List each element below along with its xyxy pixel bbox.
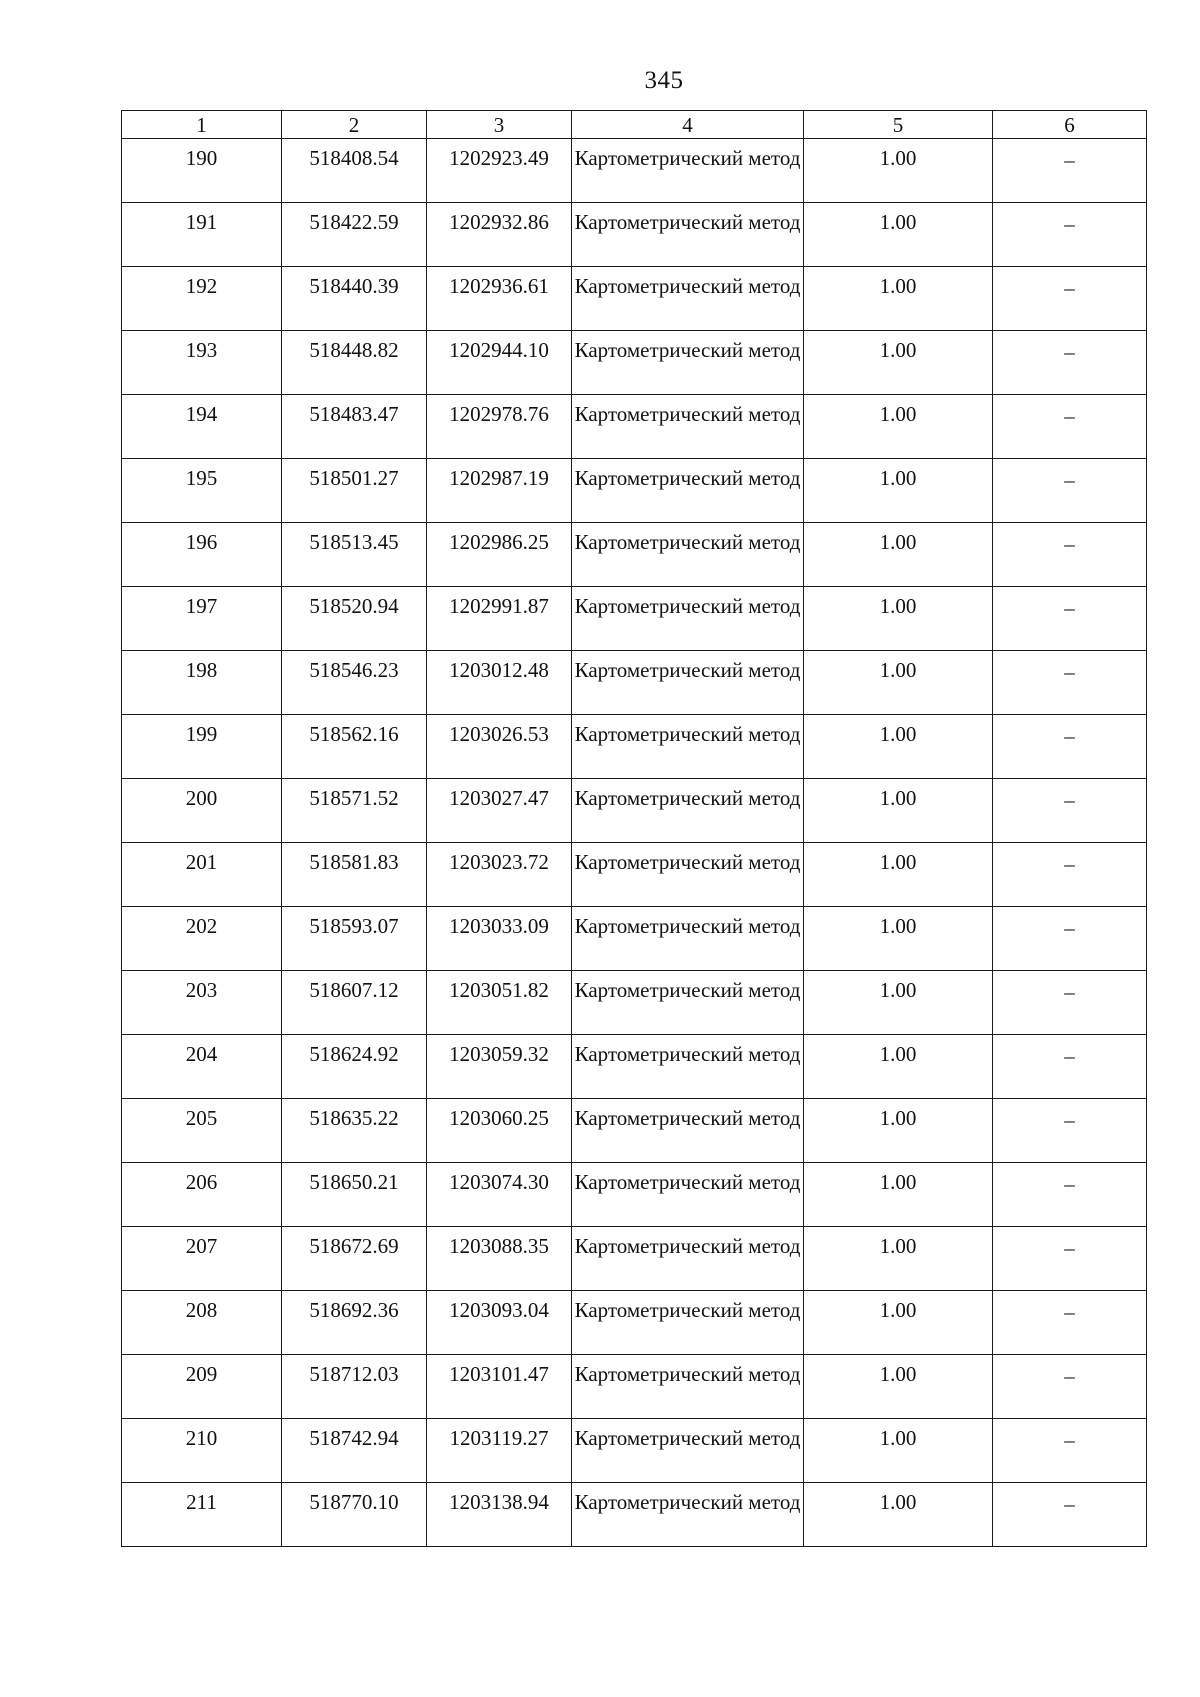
note-cell: – (993, 267, 1147, 331)
point-number-cell: 192 (122, 267, 282, 331)
table-row (122, 395, 1147, 459)
x-coordinate-cell: 518692.36 (282, 1291, 427, 1355)
point-number-cell: 206 (122, 1163, 282, 1227)
x-coordinate-cell: 518607.12 (282, 971, 427, 1035)
point-number-cell: 204 (122, 1035, 282, 1099)
table-row (122, 587, 1147, 651)
accuracy-cell: 1.00 (804, 331, 993, 395)
accuracy-cell: 1.00 (804, 203, 993, 267)
method-cell: Картометрический метод (572, 331, 804, 395)
y-coordinate-cell: 1203012.48 (427, 651, 572, 715)
table-row (122, 1291, 1147, 1355)
note-cell: – (993, 651, 1147, 715)
point-number-cell: 209 (122, 1355, 282, 1419)
accuracy-cell: 1.00 (804, 843, 993, 907)
accuracy-cell: 1.00 (804, 1355, 993, 1419)
method-cell: Картометрический метод (572, 843, 804, 907)
point-number-cell: 191 (122, 203, 282, 267)
note-cell: – (993, 1227, 1147, 1291)
x-coordinate-cell: 518422.59 (282, 203, 427, 267)
y-coordinate-cell: 1202944.10 (427, 331, 572, 395)
y-coordinate-cell: 1203138.94 (427, 1483, 572, 1547)
x-coordinate-cell: 518562.16 (282, 715, 427, 779)
x-coordinate-cell: 518408.54 (282, 139, 427, 203)
accuracy-cell: 1.00 (804, 1483, 993, 1547)
table-row (122, 331, 1147, 395)
coordinates-table (121, 110, 1147, 1547)
note-cell: – (993, 203, 1147, 267)
column-header-6: 6 (993, 111, 1147, 139)
note-cell: – (993, 587, 1147, 651)
y-coordinate-cell: 1203074.30 (427, 1163, 572, 1227)
accuracy-cell: 1.00 (804, 1291, 993, 1355)
column-header-2: 2 (282, 111, 427, 139)
note-cell: – (993, 1419, 1147, 1483)
table-row (122, 523, 1147, 587)
x-coordinate-cell: 518635.22 (282, 1099, 427, 1163)
x-coordinate-cell: 518448.82 (282, 331, 427, 395)
point-number-cell: 208 (122, 1291, 282, 1355)
table-row (122, 1035, 1147, 1099)
column-header-1: 1 (122, 111, 282, 139)
y-coordinate-cell: 1203023.72 (427, 843, 572, 907)
x-coordinate-cell: 518520.94 (282, 587, 427, 651)
note-cell: – (993, 139, 1147, 203)
accuracy-cell: 1.00 (804, 651, 993, 715)
method-cell: Картометрический метод (572, 1291, 804, 1355)
table-row (122, 1099, 1147, 1163)
x-coordinate-cell: 518650.21 (282, 1163, 427, 1227)
point-number-cell: 196 (122, 523, 282, 587)
x-coordinate-cell: 518513.45 (282, 523, 427, 587)
method-cell: Картометрический метод (572, 203, 804, 267)
y-coordinate-cell: 1202923.49 (427, 139, 572, 203)
y-coordinate-cell: 1203027.47 (427, 779, 572, 843)
point-number-cell: 201 (122, 843, 282, 907)
note-cell: – (993, 523, 1147, 587)
y-coordinate-cell: 1203051.82 (427, 971, 572, 1035)
page-number: 345 (644, 67, 684, 94)
point-number-cell: 200 (122, 779, 282, 843)
table-row (122, 907, 1147, 971)
note-cell: – (993, 1483, 1147, 1547)
x-coordinate-cell: 518546.23 (282, 651, 427, 715)
y-coordinate-cell: 1203101.47 (427, 1355, 572, 1419)
x-coordinate-cell: 518501.27 (282, 459, 427, 523)
table-body (122, 139, 1147, 1547)
note-cell: – (993, 331, 1147, 395)
method-cell: Картометрический метод (572, 651, 804, 715)
x-coordinate-cell: 518440.39 (282, 267, 427, 331)
table-row (122, 1163, 1147, 1227)
accuracy-cell: 1.00 (804, 971, 993, 1035)
x-coordinate-cell: 518742.94 (282, 1419, 427, 1483)
x-coordinate-cell: 518571.52 (282, 779, 427, 843)
method-cell: Картометрический метод (572, 395, 804, 459)
accuracy-cell: 1.00 (804, 1035, 993, 1099)
accuracy-cell: 1.00 (804, 1419, 993, 1483)
y-coordinate-cell: 1203026.53 (427, 715, 572, 779)
y-coordinate-cell: 1202986.25 (427, 523, 572, 587)
note-cell: – (993, 907, 1147, 971)
note-cell: – (993, 715, 1147, 779)
method-cell: Картометрический метод (572, 1483, 804, 1547)
method-cell: Картометрический метод (572, 1419, 804, 1483)
table-row (122, 715, 1147, 779)
method-cell: Картометрический метод (572, 1035, 804, 1099)
accuracy-cell: 1.00 (804, 1227, 993, 1291)
x-coordinate-cell: 518672.69 (282, 1227, 427, 1291)
note-cell: – (993, 1035, 1147, 1099)
point-number-cell: 193 (122, 331, 282, 395)
x-coordinate-cell: 518624.92 (282, 1035, 427, 1099)
x-coordinate-cell: 518483.47 (282, 395, 427, 459)
table-row (122, 651, 1147, 715)
y-coordinate-cell: 1203059.32 (427, 1035, 572, 1099)
note-cell: – (993, 971, 1147, 1035)
method-cell: Картометрический метод (572, 459, 804, 523)
method-cell: Картометрический метод (572, 907, 804, 971)
point-number-cell: 205 (122, 1099, 282, 1163)
x-coordinate-cell: 518593.07 (282, 907, 427, 971)
method-cell: Картометрический метод (572, 1163, 804, 1227)
y-coordinate-cell: 1203088.35 (427, 1227, 572, 1291)
accuracy-cell: 1.00 (804, 267, 993, 331)
accuracy-cell: 1.00 (804, 779, 993, 843)
note-cell: – (993, 1163, 1147, 1227)
point-number-cell: 197 (122, 587, 282, 651)
method-cell: Картометрический метод (572, 1227, 804, 1291)
y-coordinate-cell: 1202932.86 (427, 203, 572, 267)
column-header-3: 3 (427, 111, 572, 139)
table-row (122, 1355, 1147, 1419)
point-number-cell: 211 (122, 1483, 282, 1547)
table-row (122, 459, 1147, 523)
note-cell: – (993, 843, 1147, 907)
note-cell: – (993, 395, 1147, 459)
accuracy-cell: 1.00 (804, 459, 993, 523)
x-coordinate-cell: 518581.83 (282, 843, 427, 907)
y-coordinate-cell: 1202978.76 (427, 395, 572, 459)
point-number-cell: 199 (122, 715, 282, 779)
y-coordinate-cell: 1203119.27 (427, 1419, 572, 1483)
note-cell: – (993, 1099, 1147, 1163)
column-header-5: 5 (804, 111, 993, 139)
table-header (122, 111, 1147, 139)
point-number-cell: 203 (122, 971, 282, 1035)
table-row (122, 139, 1147, 203)
accuracy-cell: 1.00 (804, 139, 993, 203)
accuracy-cell: 1.00 (804, 1099, 993, 1163)
note-cell: – (993, 1291, 1147, 1355)
point-number-cell: 202 (122, 907, 282, 971)
table-row (122, 1419, 1147, 1483)
y-coordinate-cell: 1203033.09 (427, 907, 572, 971)
x-coordinate-cell: 518712.03 (282, 1355, 427, 1419)
table-header-row (122, 111, 1147, 139)
method-cell: Картометрический метод (572, 1099, 804, 1163)
table-row (122, 843, 1147, 907)
y-coordinate-cell: 1203093.04 (427, 1291, 572, 1355)
table-row (122, 971, 1147, 1035)
y-coordinate-cell: 1203060.25 (427, 1099, 572, 1163)
accuracy-cell: 1.00 (804, 523, 993, 587)
method-cell: Картометрический метод (572, 779, 804, 843)
method-cell: Картометрический метод (572, 523, 804, 587)
y-coordinate-cell: 1202987.19 (427, 459, 572, 523)
note-cell: – (993, 779, 1147, 843)
note-cell: – (993, 459, 1147, 523)
point-number-cell: 198 (122, 651, 282, 715)
method-cell: Картометрический метод (572, 267, 804, 331)
method-cell: Картометрический метод (572, 587, 804, 651)
table-row (122, 1227, 1147, 1291)
point-number-cell: 207 (122, 1227, 282, 1291)
y-coordinate-cell: 1202991.87 (427, 587, 572, 651)
method-cell: Картометрический метод (572, 1355, 804, 1419)
point-number-cell: 195 (122, 459, 282, 523)
y-coordinate-cell: 1202936.61 (427, 267, 572, 331)
accuracy-cell: 1.00 (804, 907, 993, 971)
x-coordinate-cell: 518770.10 (282, 1483, 427, 1547)
accuracy-cell: 1.00 (804, 1163, 993, 1227)
method-cell: Картометрический метод (572, 715, 804, 779)
column-header-4: 4 (572, 111, 804, 139)
table-row (122, 203, 1147, 267)
point-number-cell: 190 (122, 139, 282, 203)
point-number-cell: 210 (122, 1419, 282, 1483)
note-cell: – (993, 1355, 1147, 1419)
method-cell: Картометрический метод (572, 139, 804, 203)
table-row (122, 1483, 1147, 1547)
method-cell: Картометрический метод (572, 971, 804, 1035)
point-number-cell: 194 (122, 395, 282, 459)
table-row (122, 779, 1147, 843)
accuracy-cell: 1.00 (804, 395, 993, 459)
accuracy-cell: 1.00 (804, 715, 993, 779)
table-row (122, 267, 1147, 331)
accuracy-cell: 1.00 (804, 587, 993, 651)
